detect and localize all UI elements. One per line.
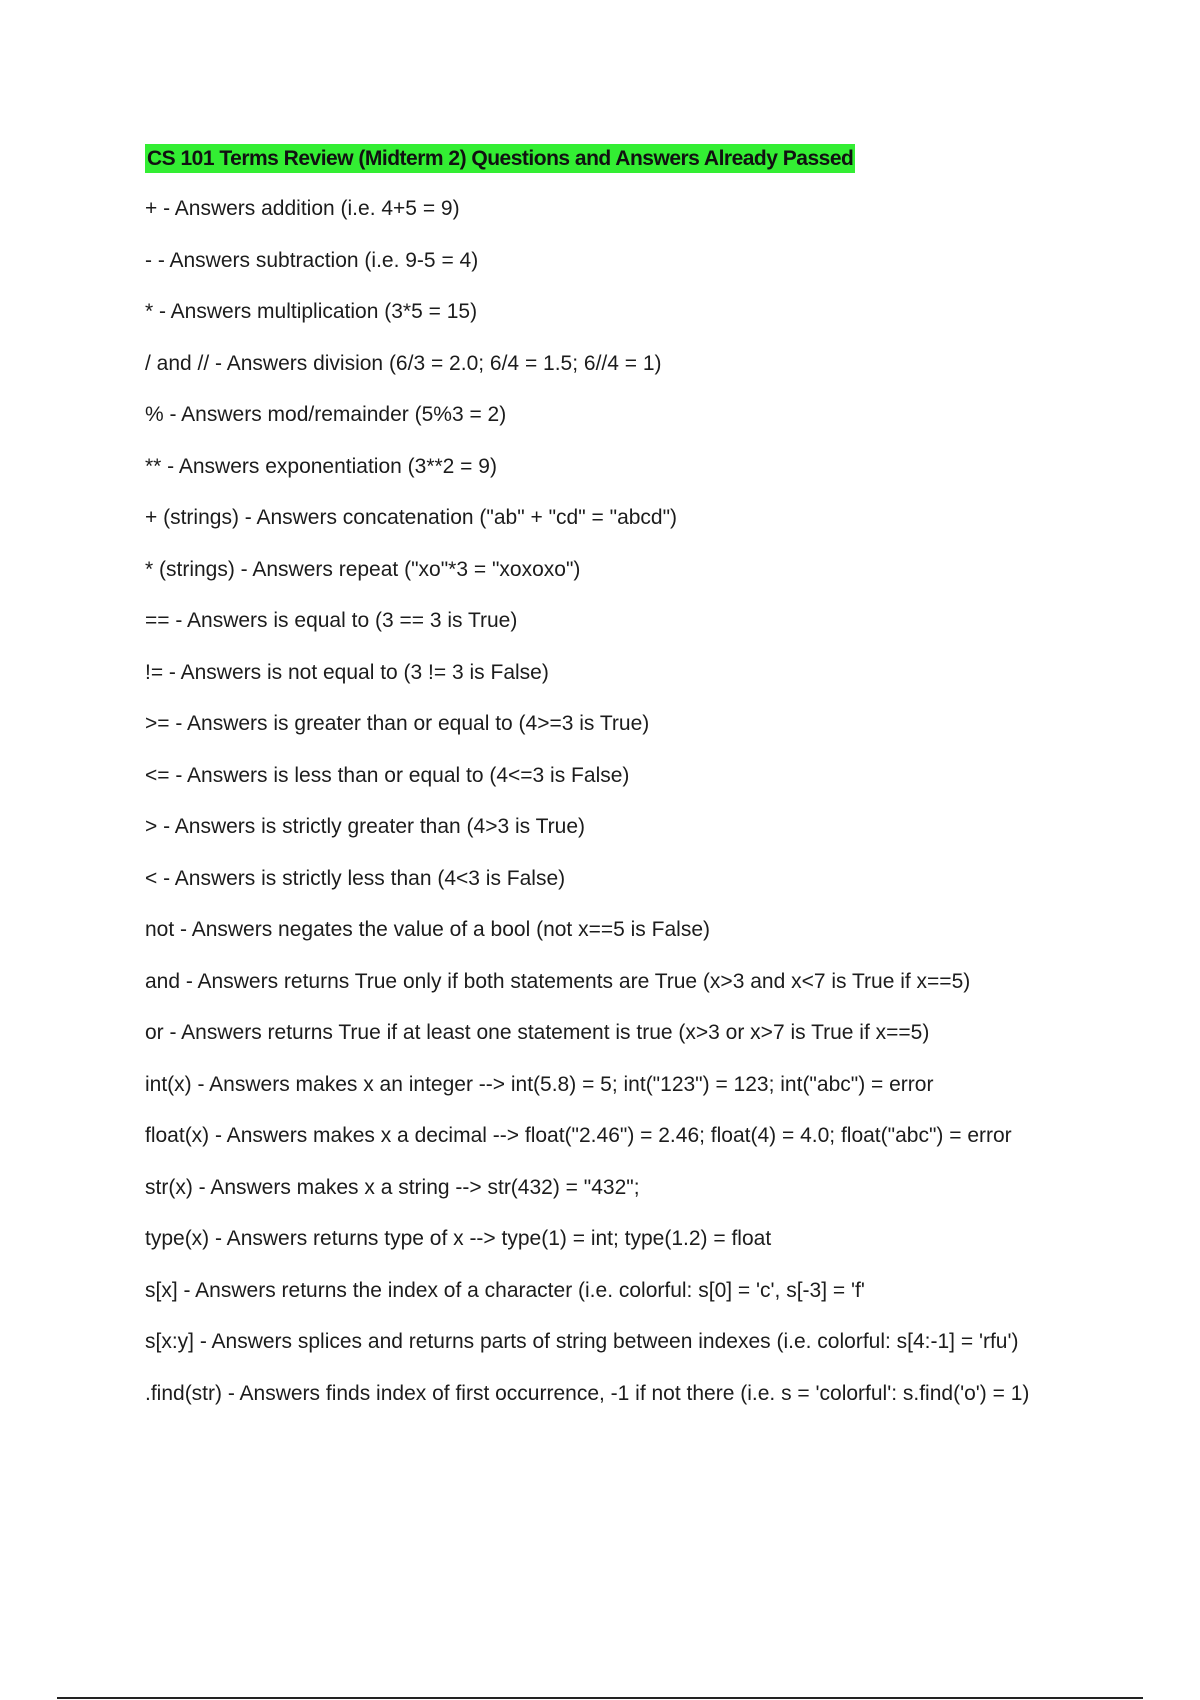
term-item: and - Answers returns True only if both statements are True (x>3 and x<7 is True if x==5): [145, 969, 971, 993]
term-item: s[x] - Answers returns the index of a character (i.e. colorful: s[0] = 'c', s[-3] = 'f': [145, 1278, 865, 1302]
term-item: <= - Answers is less than or equal to (4<=3 is False): [145, 763, 630, 787]
term-item: ** - Answers exponentiation (3**2 = 9): [145, 454, 497, 478]
term-item: .find(str) - Answers finds index of first occurrence, -1 if not there (i.e. s = 'colorful': s.find('o') = 1): [145, 1381, 1030, 1405]
term-item: >= - Answers is greater than or equal to (4>=3 is True): [145, 712, 650, 735]
term-item: + (strings) - Answers concatenation ("ab" + "cd" = "abcd"): [145, 506, 678, 529]
document-title: CS 101 Terms Review (Midterm 2) Questions and Answers Already Passed: [145, 144, 855, 173]
term-item: == - Answers is equal to (3 == 3 is True): [145, 609, 518, 632]
term-item: int(x) - Answers makes x an integer --> int(5.8) = 5; int("123") = 123; int("abc") = error: [145, 1072, 934, 1096]
terms-list: [145, 190, 1145, 1426]
term-item: - - Answers subtraction (i.e. 9-5 = 4): [145, 248, 479, 272]
term-item: % - Answers mod/remainder (5%3 = 2): [145, 403, 507, 426]
term-item: float(x) - Answers makes x a decimal --> float("2.46") = 2.46; float(4) = 4.0; float("abc") = error: [145, 1124, 1012, 1147]
term-item: * - Answers multiplication (3*5 = 15): [145, 300, 478, 323]
term-item: type(x) - Answers returns type of x --> type(1) = int; type(1.2) = float: [145, 1227, 772, 1250]
term-item: + - Answers addition (i.e. 4+5 = 9): [145, 197, 460, 220]
term-item: s[x:y] - Answers splices and returns parts of string between indexes (i.e. colorful: s[4:-1] = 'rfu'): [145, 1330, 1019, 1353]
footer-divider: [57, 1697, 1143, 1699]
term-item: / and // - Answers division (6/3 = 2.0; 6/4 = 1.5; 6//4 = 1): [145, 351, 662, 375]
term-item: > - Answers is strictly greater than (4>3 is True): [145, 815, 585, 838]
term-item: str(x) - Answers makes x a string --> str(432) = "432";: [145, 1175, 640, 1199]
term-item: * (strings) - Answers repeat ("xo"*3 = "xoxoxo"): [145, 557, 581, 581]
term-item: not - Answers negates the value of a bool (not x==5 is False): [145, 918, 710, 941]
term-item: != - Answers is not equal to (3 != 3 is False): [145, 660, 549, 684]
term-item: or - Answers returns True if at least one statement is true (x>3 or x>7 is True if x==5): [145, 1021, 930, 1044]
term-item: < - Answers is strictly less than (4<3 is False): [145, 866, 566, 890]
